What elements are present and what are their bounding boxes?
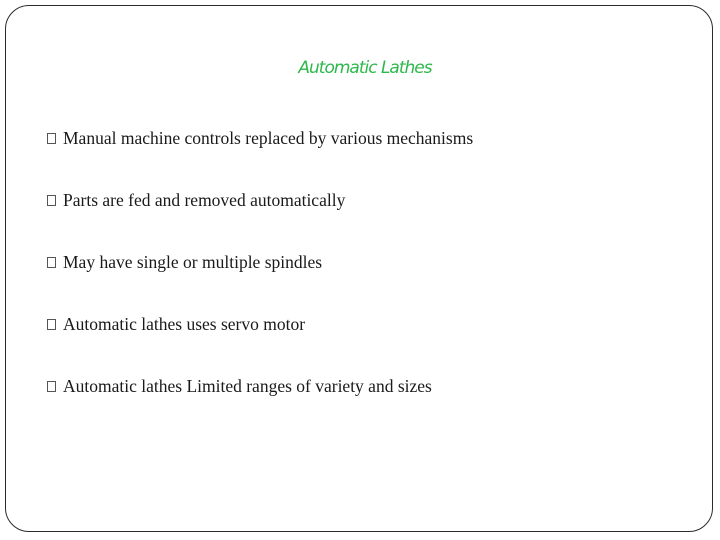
list-item <box>47 376 473 396</box>
square-bullet-icon <box>47 319 56 330</box>
list-item <box>47 252 473 272</box>
bullet-text: Parts are fed and removed automatically <box>63 189 346 210</box>
list-item <box>47 190 473 210</box>
square-bullet-icon <box>47 381 56 392</box>
square-bullet-icon <box>47 257 56 268</box>
list-item <box>47 314 473 334</box>
list-item <box>47 128 473 148</box>
square-bullet-icon <box>47 133 56 144</box>
bullet-list <box>47 128 473 396</box>
square-bullet-icon <box>47 195 56 206</box>
bullet-text: Automatic lathes uses servo motor <box>63 313 306 334</box>
bullet-text: Manual machine controls replaced by various mechanisms <box>63 127 474 148</box>
bullet-text: Automatic lathes Limited ranges of variety and sizes <box>63 375 432 396</box>
slide-title: Automatic Lathes <box>298 58 432 78</box>
bullet-text: May have single or multiple spindles <box>63 251 323 272</box>
